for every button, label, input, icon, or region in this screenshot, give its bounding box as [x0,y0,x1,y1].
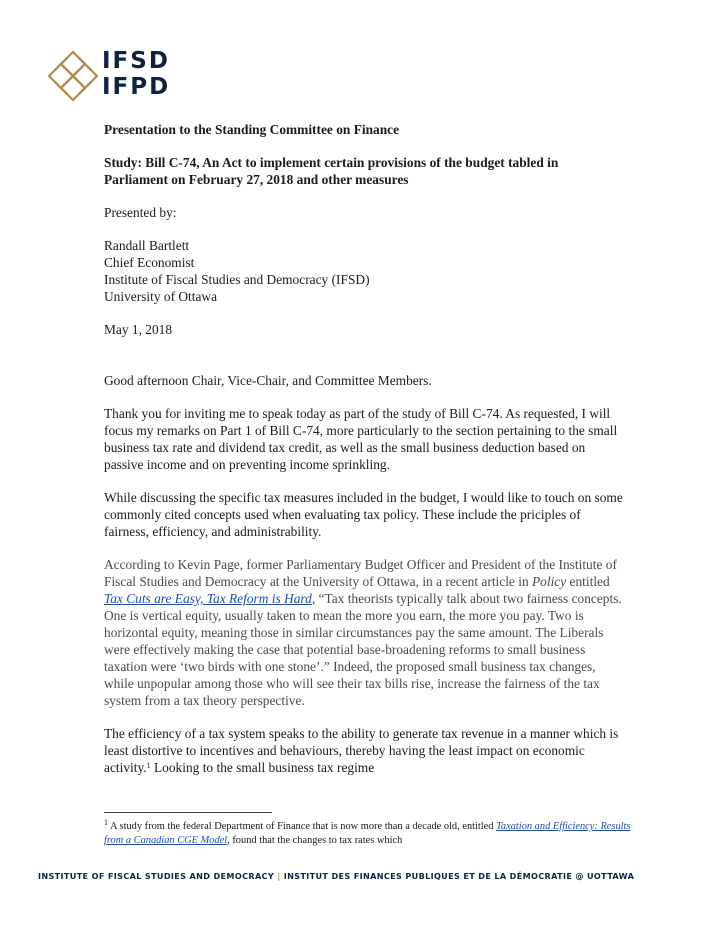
ifsd-logo [48,50,188,102]
presenter-name: Randall Bartlett [104,238,190,253]
footer-separator: | [277,871,281,881]
paragraph-efficiency [104,725,624,776]
footer-french: INSTITUT DES FINANCES PUBLIQUES ET DE LA DÉMOCRATIE @ UOTTAWA [283,871,635,881]
presenter-university: University of Ottawa [104,289,218,304]
paragraph-fairness-quote [104,556,624,709]
study-title: Study: Bill C-74, An Act to implement certain provisions of the budget tabled in Parliament on February 27, 2018 and other measures [104,155,559,187]
presenter-title: Chief Economist [104,255,195,270]
presentation-date: May 1, 2018 [104,322,173,337]
footnote-divider [104,812,272,813]
logo-text-ifpd: IFPD [102,74,171,100]
quote-rest: , “Tax theorists typically talk about two fairness concepts. One is vertical equity, usually taken to mean the more you earn, the more you pay. Two is horizontal equity, meaning those in similar circumstances pay the same amount. The Liberals were effectively making the case that potential base-broadening reforms to small business taxation were ‘two birds with one stone’.” Indeed, the proposed small business tax changes, while unpopular among those who will see their tax bills rise, increase the fairness of the tax system from a tax theory perspective. [104,591,622,708]
document-body [104,121,624,776]
efficiency-text: The efficiency of a tax system speaks to the ability to generate tax revenue in a manner which is least distortive to incentives and behaviours, thereby having the least impact on economic activity. [104,726,619,775]
publication-name: Policy [531,574,567,589]
logo-text-ifsd: IFSD [102,48,170,74]
paragraph-tax-principles: While discussing the specific tax measures included in the budget, I would like to touch on some commonly cited concepts used when evaluating tax policy. These include the priciples of fairness, efficiency, and administrability. [104,490,623,539]
page-footer [38,871,682,881]
efficiency-text-end: Looking to the small business tax regime [150,760,375,775]
quote-entitled: entitled [566,574,610,589]
paragraph-intro: Thank you for inviting me to speak today as part of the study of Bill C-74. As requested, I will focus my remarks on Part 1 of Bill C-74, more particularly to the section pertaining to the small business tax rate and dividend tax credit, as well as the small business deduction based on passive income and on preventing income sprinkling. [104,406,618,472]
footnote-text-end: , found that the changes to tax rates which [227,835,403,846]
footnote-text: A study from the federal Department of Finance that is now more than a decade old, entitled [108,821,497,832]
footnote-reference[interactable]: 1 [146,761,151,770]
presenter-institute: Institute of Fiscal Studies and Democracy (IFSD) [104,272,370,287]
footnote-marker: 1 [104,818,108,827]
quote-intro: According to Kevin Page, former Parliamentary Budget Officer and President of the Institute of Fiscal Studies and Democracy at the University of Ottawa, in a recent article in [104,557,617,589]
footer-english: INSTITUTE OF FISCAL STUDIES AND DEMOCRACY [38,871,275,881]
greeting: Good afternoon Chair, Vice-Chair, and Committee Members. [104,373,432,388]
article-link[interactable]: Tax Cuts are Easy, Tax Reform is Hard [104,591,312,606]
lattice-logo-icon [48,50,98,102]
presented-by-label: Presented by: [104,205,177,220]
footnote-study-link[interactable]: Taxation and Efficiency: Results from a Canadian CGE Model [104,821,631,846]
footnote [104,820,644,848]
presentation-heading: Presentation to the Standing Committee on Finance [104,122,400,137]
